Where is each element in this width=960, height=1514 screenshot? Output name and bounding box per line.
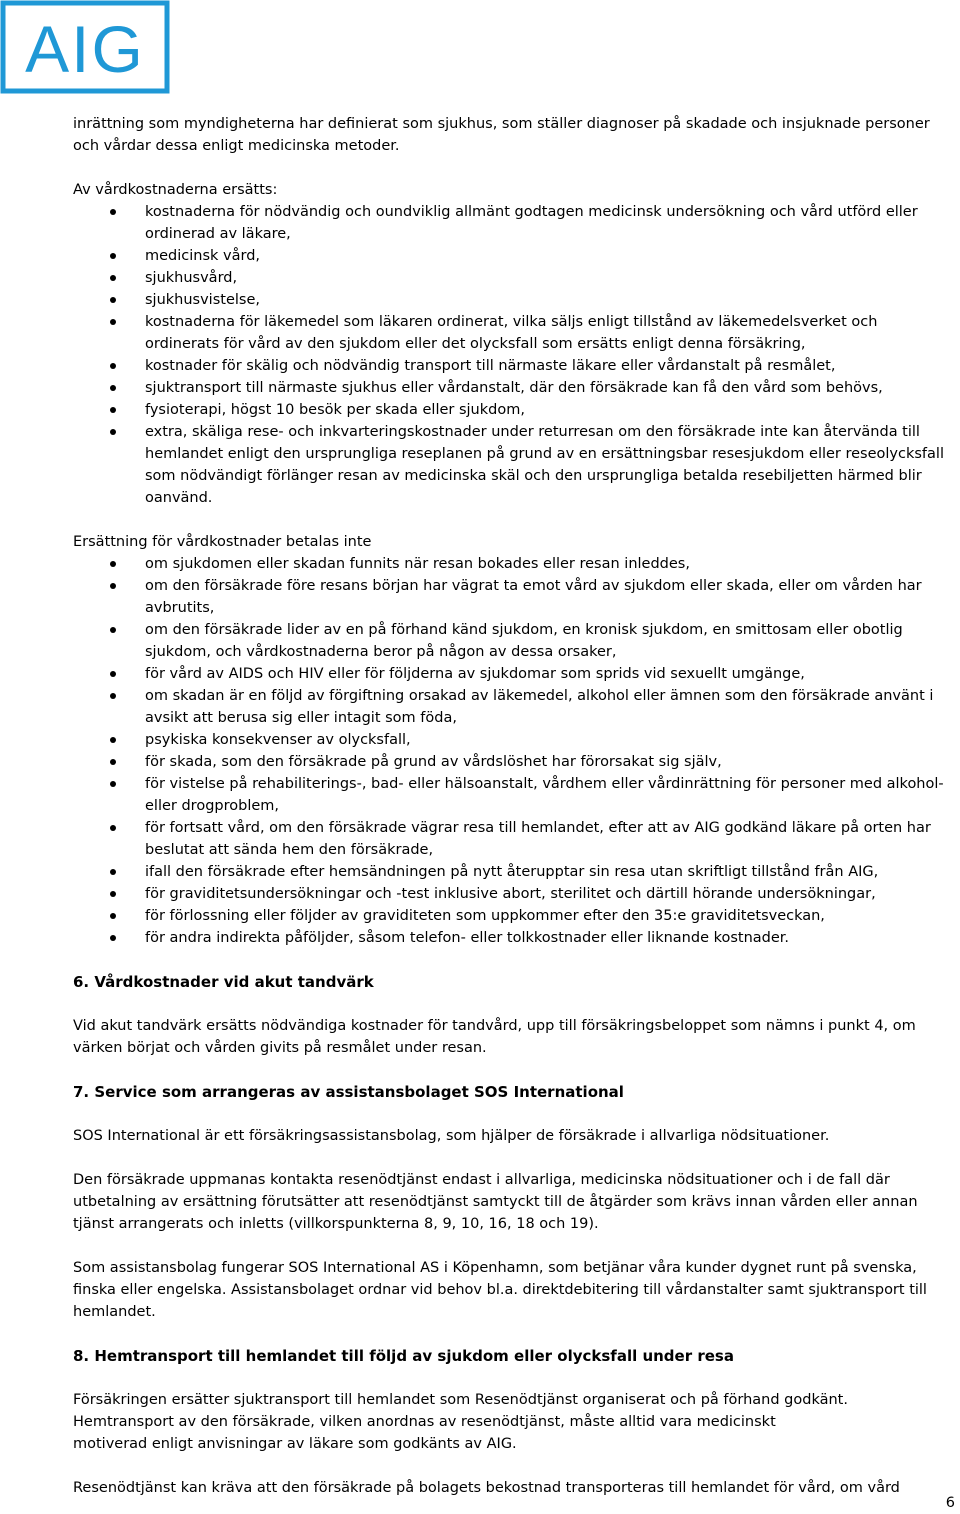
covered-list: [73, 201, 955, 509]
list-item: extra, skäliga rese- och inkvarteringskostnader under returresan om den försäkrade inte kan återvända till hemlandet enligt den ursprungliga reseplanen på grund av en ersättningsbar resesjukdom eller reseolycksfall som nödvändigt förlänger resan av medicinska skäl och den ursprungliga betalda resebiljetten härmed blir oanvänd.: [73, 421, 955, 509]
list-item: sjukhusvistelse,: [73, 289, 955, 311]
section-6-body: Vid akut tandvärk ersätts nödvändiga kostnader för tandvård, upp till försäkringsbeloppet som nämns i punkt 4, om värken börjat och vården givits på resmålet under resan.: [73, 1018, 916, 1056]
list-item: för vistelse på rehabiliterings-, bad- eller hälsoanstalt, vårdhem eller vårdinrättning för personer med alkohol- eller drogproblem,: [73, 773, 955, 817]
list-item: för graviditetsundersökningar och -test inklusive abort, sterilitet och därtill hörande undersökningar,: [73, 883, 955, 905]
list-item: för fortsatt vård, om den försäkrade vägrar resa till hemlandet, efter att av AIG godkänd läkare på orten har beslutat att sända hem den försäkrade,: [73, 817, 955, 861]
intro-paragraph: inrättning som myndigheterna har definierat som sjukhus, som ställer diagnoser på skadade och insjuknade personer och vårdar dessa enligt medicinska metoder.: [73, 116, 930, 154]
aig-logo-graphic: [0, 0, 170, 94]
list-item: kostnaderna för nödvändig och oundviklig allmänt godtagen medicinsk undersökning och vård utförd eller ordinerad av läkare,: [73, 201, 955, 245]
section-7-paragraph-3: Som assistansbolag fungerar SOS International AS i Köpenhamn, som betjänar våra kunder dygnet runt på svenska, finska eller engelska. Assistansbolaget ordnar vid behov bl.a. direktdebitering till vårdanstalter samt sjuktransport till hemlandet.: [73, 1260, 927, 1320]
not-covered-list: [73, 553, 955, 949]
list-item: för vård av AIDS och HIV eller för följderna av sjukdomar som sprids vid sexuellt umgänge,: [73, 663, 955, 685]
section-8-line-1: Försäkringen ersätter sjuktransport till hemlandet som Resenödtjänst organiserat och på förhand godkänt.: [73, 1392, 848, 1408]
section-7-heading: 7. Service som arrangeras av assistansbolaget SOS International: [73, 1083, 624, 1101]
list-item: ifall den försäkrade efter hemsändningen på nytt återupptar sin resa utan skriftligt tillstånd från AIG,: [73, 861, 955, 883]
section-8-line-2: Hemtransport av den försäkrade, vilken anordnas av resenödtjänst, måste alltid vara medicinskt: [73, 1414, 776, 1430]
list-item: fysioterapi, högst 10 besök per skada eller sjukdom,: [73, 399, 955, 421]
list-item: kostnader för skälig och nödvändig transport till närmaste läkare eller vårdanstalt på resmålet,: [73, 355, 955, 377]
section-8-paragraph-1: [73, 1389, 955, 1455]
not-covered-lead: Ersättning för vårdkostnader betalas inte: [73, 534, 372, 550]
section-8-line-3: motiverad enligt anvisningar av läkare som godkänts av AIG.: [73, 1436, 517, 1452]
list-item: kostnaderna för läkemedel som läkaren ordinerat, vilka säljs enligt tillstånd av läkemedelsverket och ordinerats för vård av den sjukdom eller det olycksfall som ersätts enligt denna försäkring,: [73, 311, 955, 355]
list-item: för skada, som den försäkrade på grund av vårdslöshet har förorsakat sig själv,: [73, 751, 955, 773]
section-7-paragraph-1: SOS International är ett försäkringsassistansbolag, som hjälper de försäkrade i allvarliga nödsituationer.: [73, 1128, 830, 1144]
section-6-heading: 6. Vårdkostnader vid akut tandvärk: [73, 973, 374, 991]
list-item: om skadan är en följd av förgiftning orsakad av läkemedel, alkohol eller ämnen som den försäkrade använt i avsikt att berusa sig eller intagit som föda,: [73, 685, 955, 729]
list-item: om sjukdomen eller skadan funnits när resan bokades eller resan inleddes,: [73, 553, 955, 575]
section-8-heading: 8. Hemtransport till hemlandet till följd av sjukdom eller olycksfall under resa: [73, 1347, 734, 1365]
list-item: sjukhusvård,: [73, 267, 955, 289]
aig-logo: [0, 0, 170, 94]
section-7-paragraph-2: Den försäkrade uppmanas kontakta resenödtjänst endast i allvarliga, medicinska nödsituationer och i de fall där utbetalning av ersättning förutsätter att resenödtjänst samtyckt till de åtgärder som krävs innan vården eller annan tjänst arrangerats och inletts (villkorspunkterna 8, 9, 10, 16, 18 och 19).: [73, 1172, 918, 1232]
list-item: om den försäkrade lider av en på förhand känd sjukdom, en kronisk sjukdom, en smittosam eller obotlig sjukdom, och vårdkostnaderna beror på någon av dessa orsaker,: [73, 619, 955, 663]
section-8-paragraph-2: Resenödtjänst kan kräva att den försäkrade på bolagets bekostnad transporteras till hemlandet för vård, om vård: [73, 1480, 900, 1496]
covered-lead: Av vårdkostnaderna ersätts:: [73, 182, 278, 198]
svg-text:AIG: AIG: [25, 12, 145, 86]
list-item: för förlossning eller följder av graviditeten som uppkommer efter den 35:e graviditetsveckan,: [73, 905, 955, 927]
document-body: [73, 113, 955, 1499]
list-item: psykiska konsekvenser av olycksfall,: [73, 729, 955, 751]
list-item: sjuktransport till närmaste sjukhus eller vårdanstalt, där den försäkrade kan få den vård som behövs,: [73, 377, 955, 399]
list-item: medicinsk vård,: [73, 245, 955, 267]
list-item: om den försäkrade före resans början har vägrat ta emot vård av sjukdom eller skada, eller om vården har avbrutits,: [73, 575, 955, 619]
page-number: 6: [945, 1495, 955, 1511]
list-item: för andra indirekta påföljder, såsom telefon- eller tolkkostnader eller liknande kostnader.: [73, 927, 955, 949]
